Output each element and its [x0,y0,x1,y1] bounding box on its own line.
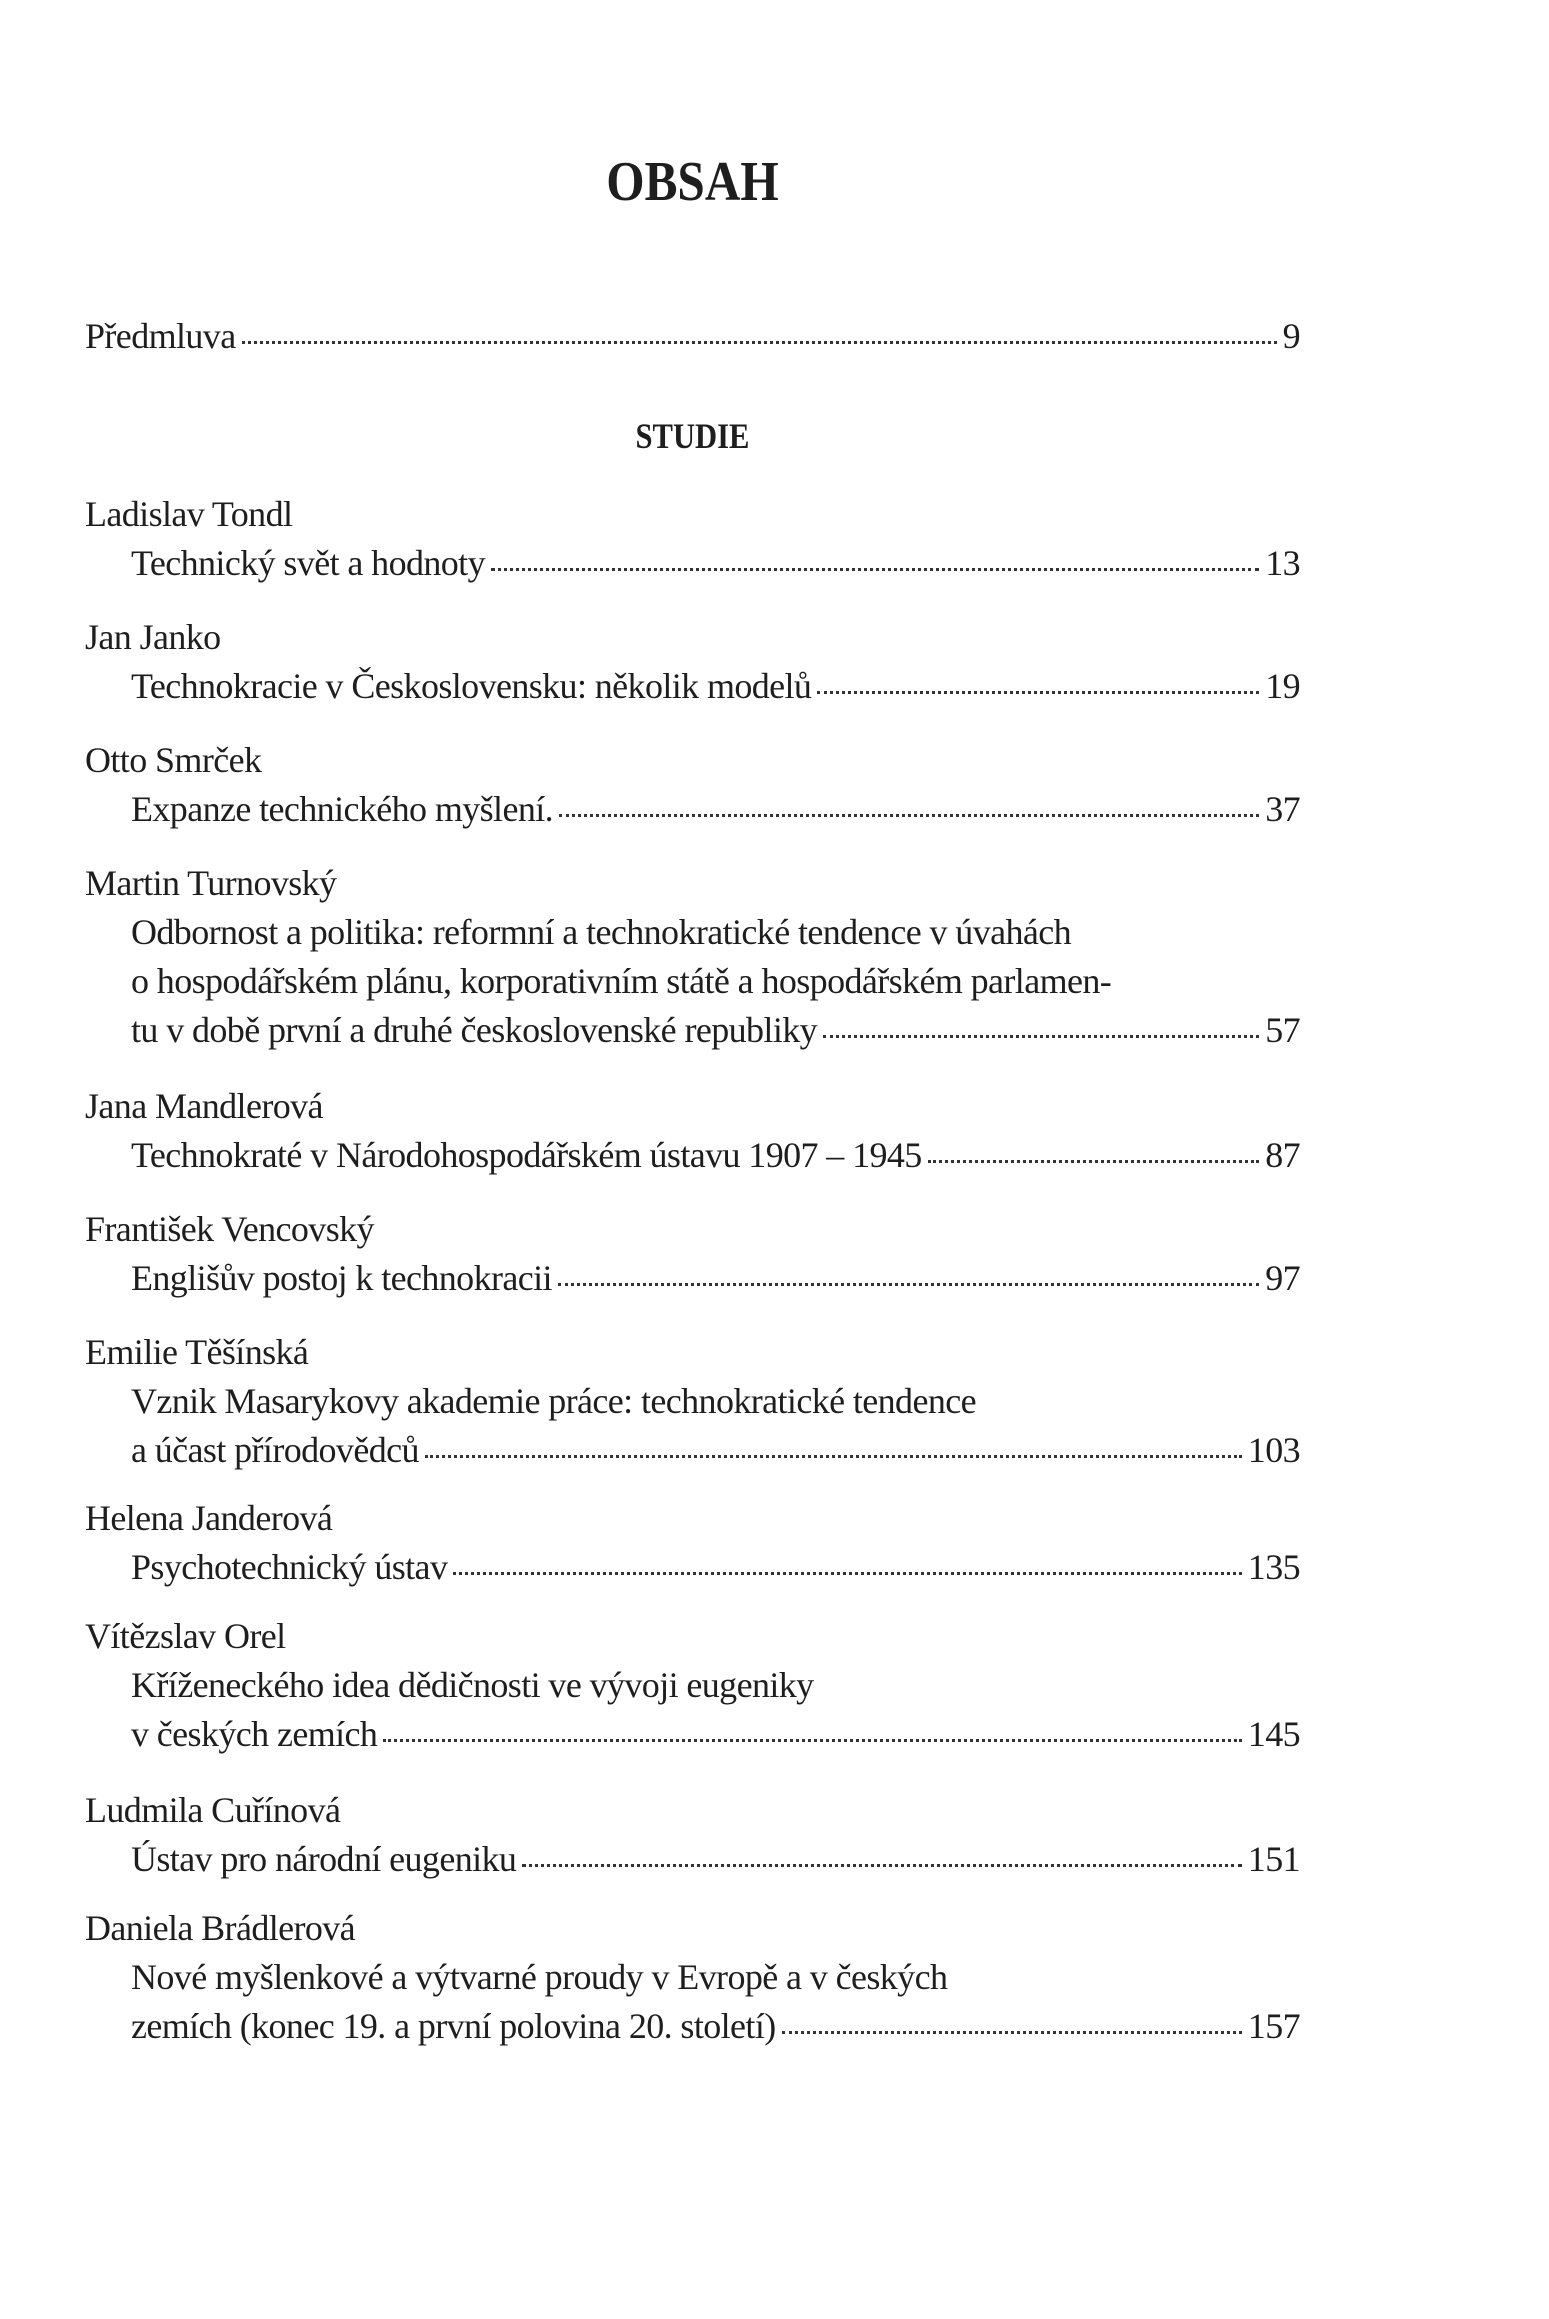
toc-entry[interactable] [131,1131,1300,1179]
entry-title-line: Vznik Masarykovy akademie práce: technokratické tendence [131,1381,976,1421]
page-number: 13 [1265,543,1300,583]
section-heading: STUDIE [635,416,750,456]
page-number: 151 [1247,1839,1300,1879]
dot-leader [453,1542,1241,1575]
entry-author: František Vencovský [85,1209,374,1249]
entry-title: Předmluva [85,316,236,356]
page-number: 157 [1247,2006,1300,2046]
entry-title: tu v době první a druhé československé republiky [131,1010,818,1050]
toc-entry[interactable] [131,1835,1300,1883]
entry-title-line: Nové myšlenkové a výtvarné proudy v Evropě a v českých [131,1957,948,1997]
toc-entry[interactable] [131,1543,1300,1591]
entry-author: Otto Smrček [85,740,262,780]
entry-title: v českých zemích [131,1714,378,1754]
toc-entry[interactable] [131,662,1300,710]
entry-author: Daniela Brádlerová [85,1908,356,1948]
toc-entry[interactable] [131,1006,1300,1054]
entry-title: Technokraté v Národohospodářském ústavu 1907 – 1945 [131,1135,922,1175]
dot-leader [242,311,1277,344]
page-number: 97 [1265,1258,1300,1298]
entry-author: Helena Janderová [85,1498,333,1538]
dot-leader [559,784,1259,817]
entry-author: Jan Janko [85,617,221,657]
entry-title: Englišův postoj k technokracii [131,1258,552,1298]
dot-leader [383,1709,1242,1742]
toc-entry-preface[interactable] [85,312,1300,360]
entry-title: a účast přírodovědců [131,1430,419,1470]
page-number: 87 [1265,1135,1300,1175]
dot-leader [558,1253,1259,1286]
toc-entry[interactable] [131,1254,1300,1302]
page-number: 57 [1265,1010,1300,1050]
dot-leader [491,538,1259,571]
entry-author: Emilie Těšínská [85,1332,309,1372]
dot-leader [928,1130,1259,1163]
entry-author: Martin Turnovský [85,863,337,903]
toc-entry[interactable] [131,1426,1300,1474]
toc-entry[interactable] [131,2002,1300,2050]
entry-title-line: o hospodářském plánu, korporativním státě a hospodářském parlamen- [131,961,1112,1001]
toc-entry[interactable] [131,785,1300,833]
entry-title: zemích (konec 19. a první polovina 20. století) [131,2006,776,2046]
toc-entry[interactable] [131,539,1300,587]
entry-title: Psychotechnický ústav [131,1547,448,1587]
dot-leader [817,661,1259,694]
page-number: 145 [1247,1714,1300,1754]
page-number: 9 [1282,316,1300,356]
page-number: 19 [1265,666,1300,706]
entry-title-line: Odbornost a politika: reformní a technokratické tendence v úvahách [131,912,1072,952]
page-title: OBSAH [606,151,779,213]
entry-title: Technokracie v Československu: několik modelů [131,666,812,706]
entry-author: Ludmila Cuřínová [85,1790,341,1830]
entry-author: Jana Mandlerová [85,1086,323,1126]
page-number: 103 [1247,1430,1300,1470]
entry-title: Technický svět a hodnoty [131,543,485,583]
entry-author: Vítězslav Orel [85,1616,286,1656]
entry-title-line: Kříženeckého idea dědičnosti ve vývoji eugeniky [131,1665,814,1705]
dot-leader [522,1834,1241,1867]
dot-leader [823,1005,1259,1038]
page-number: 135 [1247,1547,1300,1587]
entry-title: Ústav pro národní eugeniku [131,1839,517,1879]
dot-leader [425,1425,1242,1458]
toc-entry[interactable] [131,1710,1300,1758]
entry-title: Expanze technického myšlení. [131,789,554,829]
page-number: 37 [1265,789,1300,829]
entry-author: Ladislav Tondl [85,494,293,534]
dot-leader [782,2001,1242,2034]
